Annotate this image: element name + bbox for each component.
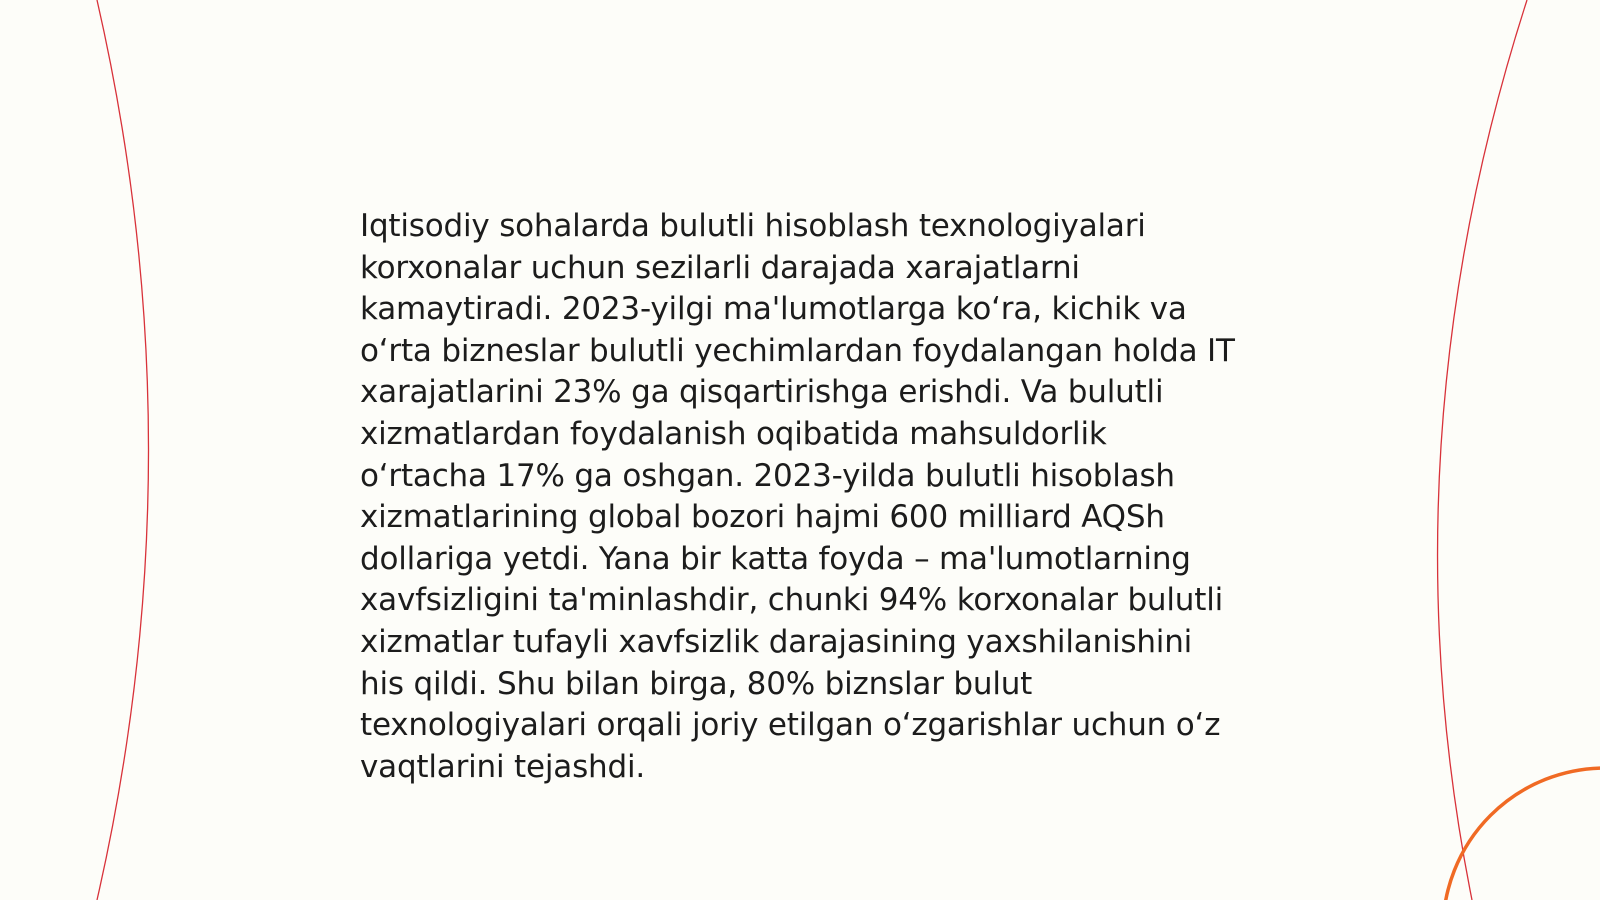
left-curve-line (97, 0, 149, 900)
slide-body-paragraph: Iqtisodiy sohalarda bulutli hisoblash texnologiyalari korxonalar uchun sezilarli darajada xarajatlarni kamaytiradi. 2023-yilgi ma'lumotlarga ko‘ra, kichik va o‘rta bizneslar bulutli yechimlardan foydalangan holda IT xarajatlarini 23% ga qisqartirishga erishdi. Va bulutli xizmatlardan foydalanish oqibatida mahsuldorlik o‘rtacha 17% ga oshgan. 2023-yilda bulutli hisoblash xizmatlarining global bozori hajmi 600 milliard AQSh dollariga yetdi. Yana bir katta foyda – ma'lumotlarning xavfsizligini ta'minlashdir, chunki 94% korxonalar bulutli xizmatlar tufayli xavfsizlik darajasining yaxshilanishini his qildi. Shu bilan birga, 80% biznslar bulut texnologiyalari orqali joriy etilgan o‘zgarishlar uchun o‘z vaqtlarini tejashdi. (360, 208, 1235, 785)
orange-circle-outline (1443, 768, 1600, 900)
right-curve-line (1438, 0, 1527, 900)
